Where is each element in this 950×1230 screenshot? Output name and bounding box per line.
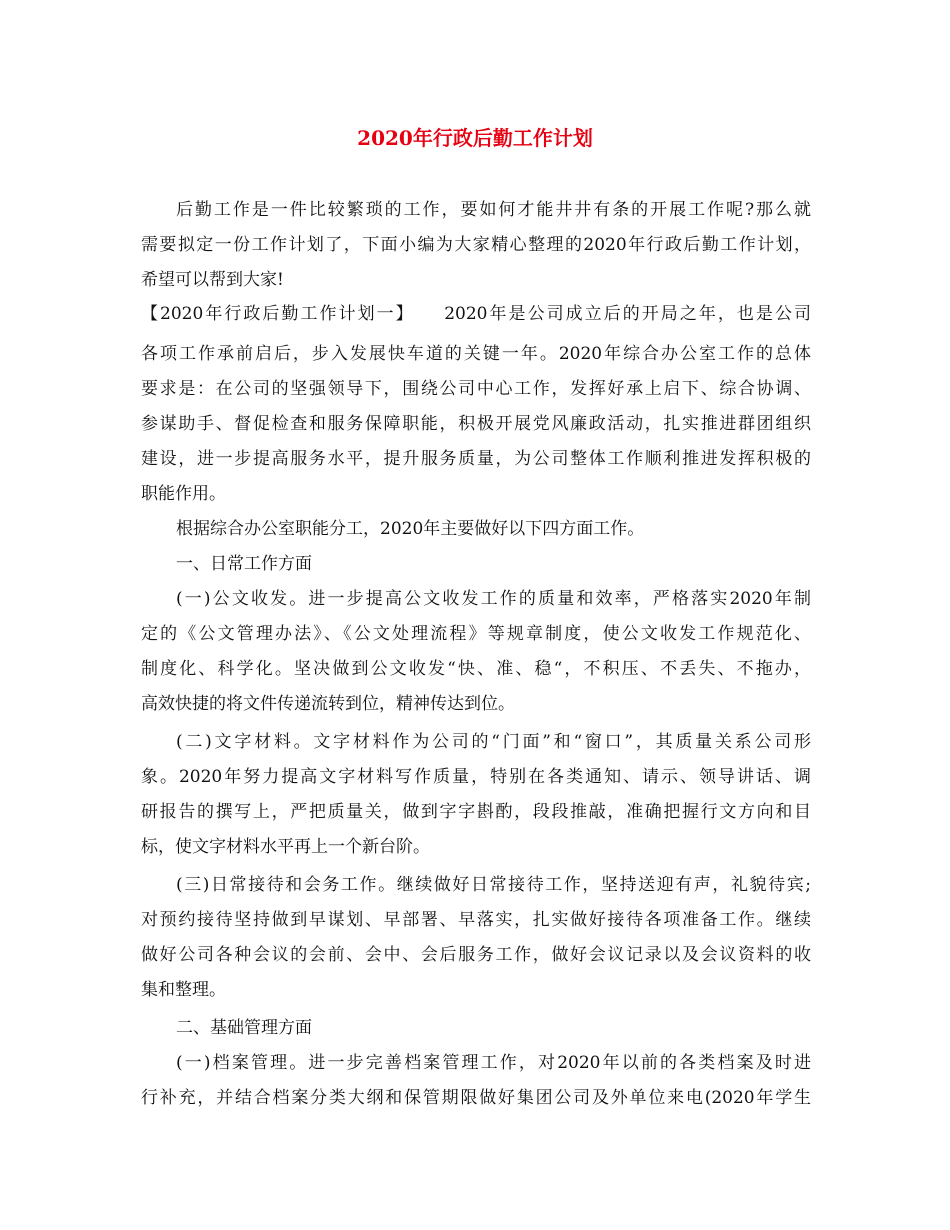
paragraph-line: 参谋助手、督促检查和服务保障职能，积极开展党风廉政活动，扎实推进群团组织 [141, 414, 811, 434]
paragraph-line: 职能作用。 [141, 484, 226, 504]
paragraph-line: 需要拟定一份工作计划了，下面小编为大家精心整理的2020年行政后勤工作计划， [141, 235, 811, 255]
paragraph-line: 根据综合办公室职能分工，2020年主要做好以下四方面工作。 [176, 519, 645, 539]
paragraph-line: 定的《公文管理办法》、《公文处理流程》等规章制度，使公文收发工作规范化、 [141, 624, 811, 644]
paragraph-line: 后勤工作是一件比较繁琐的工作，要如何才能井井有条的开展工作呢?那么就 [176, 200, 811, 220]
section-heading: 二、基础管理方面 [176, 1018, 312, 1038]
paragraph-line: 要求是：在公司的坚强领导下，围绕公司中心工作，发挥好承上启下、综合协调、 [141, 379, 811, 399]
paragraph-line: 做好公司各种会议的会前、会中、会后服务工作，做好会议记录以及会议资料的收 [141, 945, 811, 965]
paragraph-line: 高效快捷的将文件传递流转到位，精神传达到位。 [141, 694, 515, 714]
paragraph-line: (一)公文收发。进一步提高公文收发工作的质量和效率，严格落实2020年制 [176, 589, 811, 609]
paragraph-line: (三)日常接待和会务工作。继续做好日常接待工作，坚持送迎有声，礼貌待宾; [176, 875, 811, 895]
document-title: 2020年行政后勤工作计划 [357, 126, 593, 150]
paragraph-line: 象。2020年努力提高文字材料写作质量，特别在各类通知、请示、领导讲话、调 [141, 767, 811, 787]
paragraph-line: 对预约接待坚持做到早谋划、早部署、早落实，扎实做好接待各项准备工作。继续 [141, 910, 811, 930]
paragraph-line: 研报告的撰写上，严把质量关，做到字字斟酌，段段推敲，准确把握行文方向和目 [141, 802, 811, 822]
paragraph-line: 标，使文字材料水平再上一个新台阶。 [141, 837, 430, 857]
paragraph-line: 制度化、科学化。坚决做到公文收发“快、准、稳“，不积压、不丢失、不拖办， [141, 659, 811, 679]
paragraph-line: (一)档案管理。进一步完善档案管理工作，对2020年以前的各类档案及时进 [176, 1053, 811, 1073]
paragraph-line: 希望可以帮到大家! [141, 270, 284, 290]
paragraph-line: 【2020年行政后勤工作计划一】 2020年是公司成立后的开局之年，也是公司 [141, 304, 811, 324]
section-heading: 一、日常工作方面 [176, 554, 312, 574]
paragraph-line: (二)文字材料。文字材料作为公司的“门面”和“窗口”，其质量关系公司形 [176, 732, 811, 752]
paragraph-line: 各项工作承前启后，步入发展快车道的关键一年。2020年综合办公室工作的总体 [141, 344, 811, 364]
paragraph-line: 集和整理。 [141, 980, 226, 1000]
paragraph-line: 行补充，并结合档案分类大纲和保管期限做好集团公司及外单位来电(2020年学生 [141, 1088, 811, 1108]
paragraph-line: 建设，进一步提高服务水平，提升服务质量，为公司整体工作顺利推进发挥积极的 [141, 449, 811, 469]
